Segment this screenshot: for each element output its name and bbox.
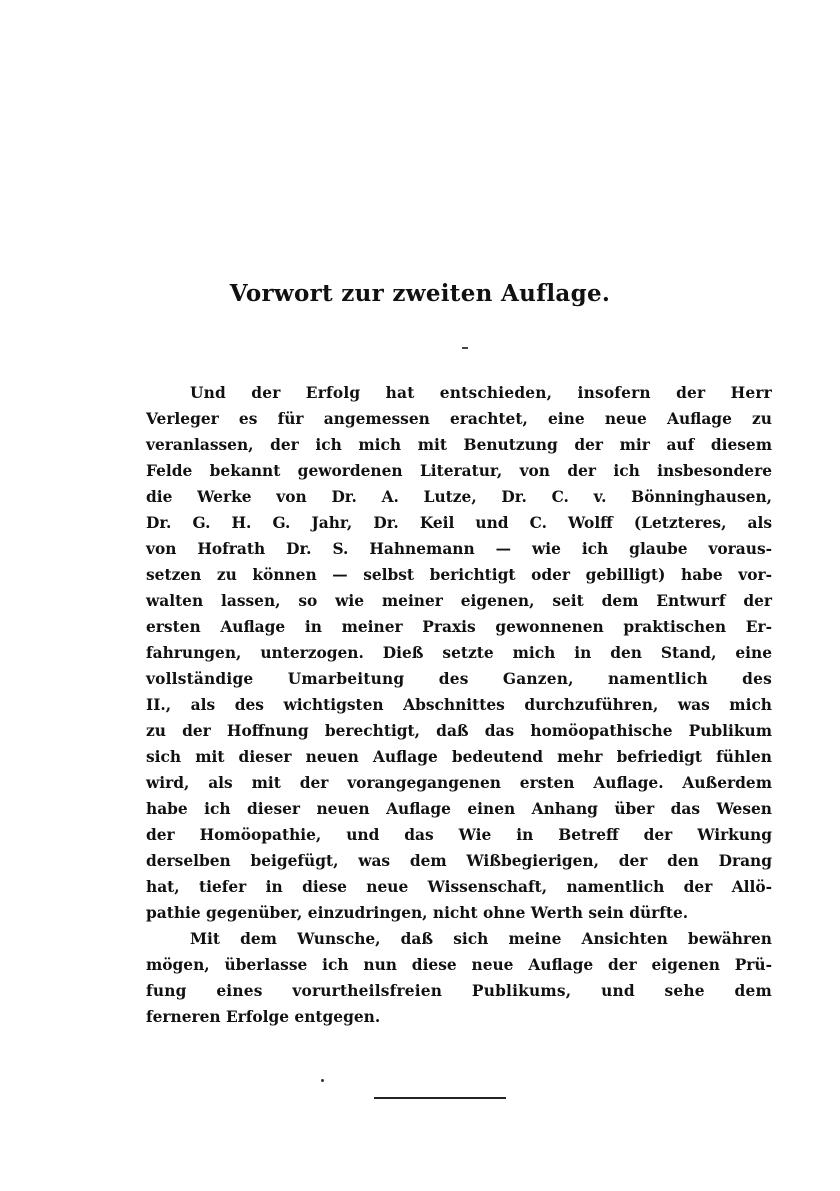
text-line: Verleger es für angemessen erachtet, eine neue Auflage zu [146,410,772,428]
text-line: habe ich dieser neuen Auflage einen Anhang über das Wesen [146,800,772,818]
text-line: derselben beigefügt, was dem Wißbegierigen, der den Drang [146,852,772,870]
print-speck [321,1079,324,1082]
text-line: pathie gegenüber, einzudringen, nicht ohne Werth sein dürfte. [146,904,689,922]
text-line: von Hofrath Dr. S. Hahnemann — wie ich glaube voraus- [146,540,772,558]
text-line: walten lassen, so wie meiner eigenen, seit dem Entwurf der [146,592,772,610]
text-line: sich mit dieser neuen Auflage bedeutend mehr befriedigt fühlen [146,748,772,766]
text-line: ferneren Erfolge entgegen. [146,1008,381,1026]
text-line: hat, tiefer in diese neue Wissenschaft, namentlich der Allö- [146,878,772,896]
text-line: die Werke von Dr. A. Lutze, Dr. C. v. Bönninghausen, [146,488,772,506]
text-line: wird, als mit der vorangegangenen ersten Auflage. Außerdem [146,774,772,792]
text-line: fahrungen, unterzogen. Dieß setzte mich in den Stand, eine [146,644,772,662]
text-line: mögen, überlasse ich nun diese neue Auflage der eigenen Prü- [146,956,772,974]
text-line: zu der Hoffnung berechtigt, daß das homöopathische Publikum [146,722,772,740]
title-separator [462,347,468,349]
text-line: Dr. G. H. G. Jahr, Dr. Keil und C. Wolff (Letzteres, als [146,514,772,532]
text-line: fung eines vorurtheilsfreien Publikums, und sehe dem [146,982,772,1000]
preface-body [146,380,772,1030]
text-line: Mit dem Wunsche, daß sich meine Ansichten bewähren [190,930,772,948]
text-line: II., als des wichtigsten Abschnittes durchzuführen, was mich [146,696,772,714]
text-line: Und der Erfolg hat entschieden, insofern der Herr [190,384,772,402]
page-title: Vorwort zur zweiten Auflage. [229,280,611,307]
closing-rule [374,1097,506,1099]
text-line: veranlassen, der ich mich mit Benutzung der mir auf diesem [146,436,772,454]
text-line: Felde bekannt gewordenen Literatur, von der ich insbesondere [146,462,772,480]
text-line: setzen zu können — selbst berichtigt oder gebilligt) habe vor- [146,566,772,584]
text-line: ersten Auflage in meiner Praxis gewonnenen praktischen Er- [146,618,772,636]
text-line: der Homöopathie, und das Wie in Betreff der Wirkung [146,826,772,844]
text-line: vollständige Umarbeitung des Ganzen, namentlich des [146,670,772,688]
